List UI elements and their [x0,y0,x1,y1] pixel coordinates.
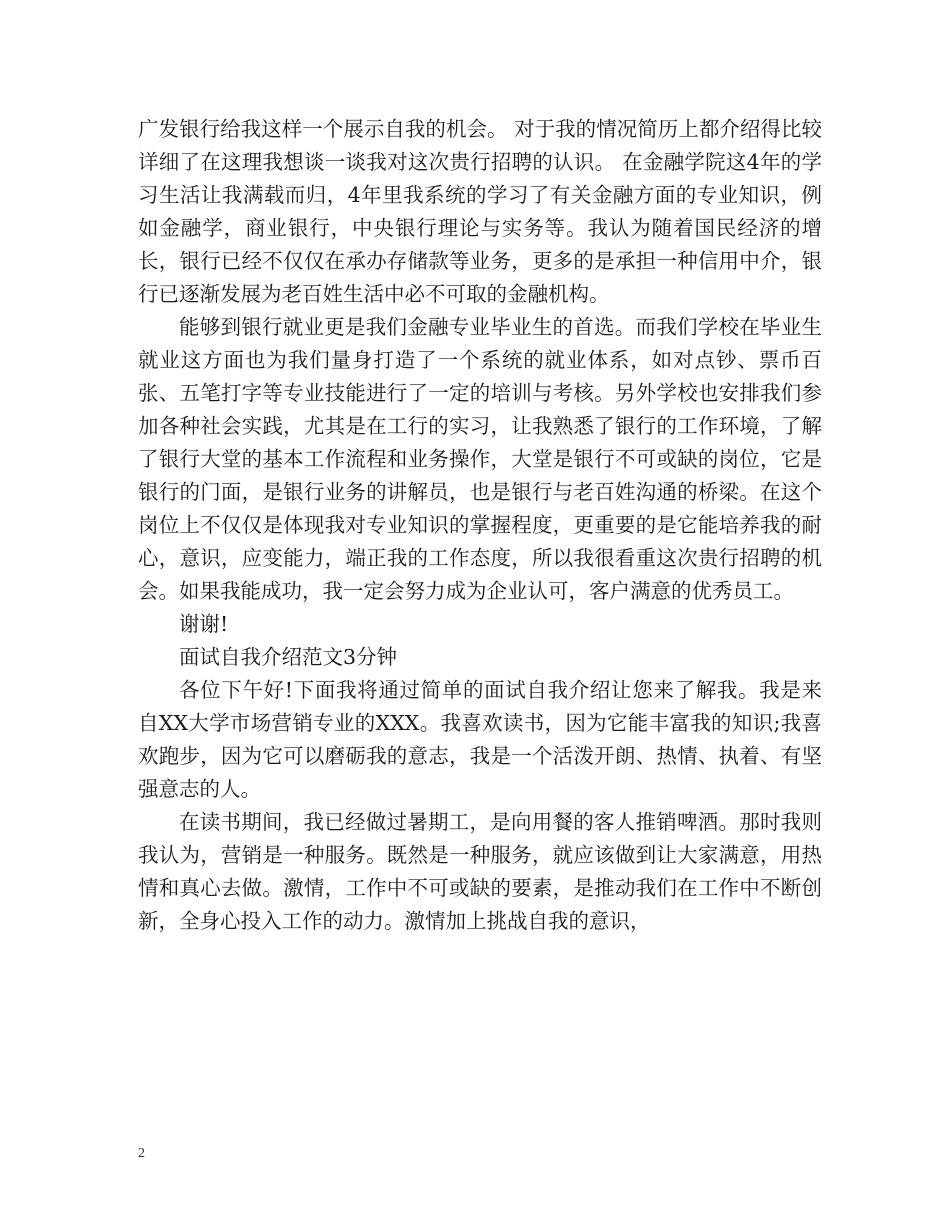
paragraph-bank-opportunity: 广发银行给我这样一个展示自我的机会。 对于我的情况简历上都介绍得比较详细了在这理我想谈一谈我对这次贵行招聘的认识。 在金融学院这4年的学习生活让我满载而归，4年里我系统的学习了有关金融方面的专业知识，例如金融学，商业银行，中央银行理论与实务等。我认为随着国民经济的增长，银行已经不仅仅在承办存储款等业务，更多的是承担一种信用中介，银行已逐渐发展为老百姓生活中必不可取的金融机构。 [138,117,822,306]
page-number: 2 [138,1146,145,1161]
paragraph-thanks: 谢谢! [179,612,229,636]
paragraph-summer-job: 在读书期间，我已经做过暑期工，是向用餐的客人推销啤酒。那时我则我认为，营销是一种服务。既然是一种服务，就应该做到让大家满意，用热情和真心去做。激情，工作中不可或缺的要素，是推动我们在工作中不断创新，全身心投入工作的动力。激情加上挑战自我的意识， [138,810,822,933]
paragraph-self-introduction: 各位下午好!下面我将通过简单的面试自我介绍让您来了解我。我是来自XX大学市场营销专业的XXX。我喜欢读书，因为它能丰富我的知识;我喜欢跑步，因为它可以磨砺我的意志，我是一个活泼开朗、热情、执着、有坚强意志的人。 [138,678,822,801]
document-body [138,113,822,938]
paragraph-bank-employment: 能够到银行就业更是我们金融专业毕业生的首选。而我们学校在毕业生就业这方面也为我们量身打造了一个系统的就业体系，如对点钞、票币百张、五笔打字等专业技能进行了一定的培训与考核。另外学校也安排我们参加各种社会实践，尤其是在工行的实习，让我熟悉了银行的工作环境，了解了银行大堂的基本工作流程和业务操作，大堂是银行不可或缺的岗位，它是银行的门面，是银行业务的讲解员，也是银行与老百姓沟通的桥梁。在这个岗位上不仅仅是体现我对专业知识的掌握程度，更重要的是它能培养我的耐心，意识，应变能力，端正我的工作态度，所以我很看重这次贵行招聘的机会。如果我能成功，我一定会努力成为企业认可，客户满意的优秀员工。 [138,315,822,603]
section-heading-interview-sample: 面试自我介绍范文3分钟 [179,645,398,669]
